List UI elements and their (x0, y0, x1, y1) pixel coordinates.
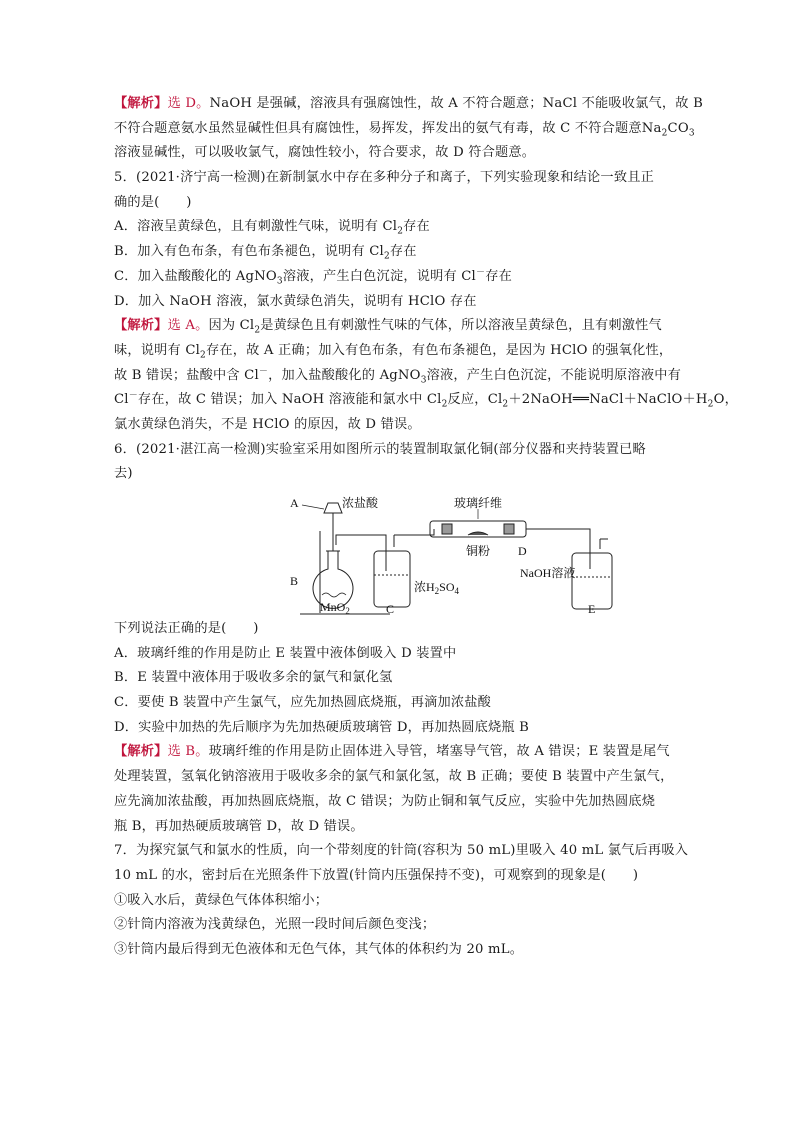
subscript: 2 (661, 128, 668, 139)
q5-analysis: 【解析】选 A。因为 $Cl_2$是黄绿色且有刺激性气味的气体，所以溶液呈黄绿色，且有刺激性气 味，说明有 $Cl_2$存在，故 A 正确；加入有色布条，有色布条褪色，是因为 HClO 的强氧化性， 故 B 错误；盐酸中含 Cl－，加入盐酸酸化的 AgNO$_3$溶液，产生白色沉淀，不能说明原溶液中有 Cl－存在，故 C 错误；加入 NaOH 溶液能和氯水中 $Cl_2$反应，$Cl_2+2NaOH══NaCl+NaClO+H_2O$， 氯水黄绿色消失，不是 HClO 的原因，故 D 错误。 (114, 318, 738, 432)
option-text: C．加入盐酸酸化的 AgNO (114, 268, 277, 284)
option-text: A．玻璃纤维的作用是防止 E 装置中液体倒吸入 D 装置中 (114, 645, 457, 661)
item-text: ①吸入水后，黄绿色气体体积缩小； (114, 892, 329, 908)
analysis-text: NaOH 是强碱，溶液具有强腐蚀性，故 A 不符合题意；NaCl 不能吸收氯气，故 B (209, 96, 703, 111)
option-d (114, 716, 682, 741)
option-b (114, 666, 682, 691)
analysis-text: 因为 Cl (208, 318, 255, 334)
analysis-text: 不符合题意氨水虽然显碱性但具有腐蚀性，易挥发，挥发出的氨气有毒，故 C 不符合题意Na (114, 120, 662, 136)
question-stem: 5．(2021·济宁高一检测)在新制氯水中存在多种分子和离子，下列实验现象和结论一致且正 (114, 170, 654, 186)
label-copper-powder: 铜粉 (466, 544, 491, 558)
analysis-text: O， (713, 392, 738, 408)
analysis-text: CO (667, 120, 689, 136)
label-glass-fiber: 玻璃纤维 (454, 496, 503, 510)
analysis-text: ，加入盐酸酸化的 AgNO (268, 367, 421, 383)
analysis-text: 应先滴加浓盐酸，再加热圆底烧瓶，故 C 错误；为防止铜和氧气反应，实验中先加热圆底烧 (114, 793, 656, 809)
analysis-tag: 【解析】 (114, 96, 168, 111)
option-text: B．加入有色布条，有色布条褪色，说明有 Cl (114, 244, 384, 260)
option-text: 存在 (389, 244, 417, 260)
label-naoh-solution: NaOH溶液 (520, 566, 576, 580)
question-prompt: 下列说法正确的是( ) (114, 621, 259, 636)
apparatus-figure (114, 491, 682, 615)
question-stem: 10 mL 的水，密封后在光照条件下放置(针筒内压强保持不变)，可观察到的现象是( ) (114, 867, 639, 883)
analysis-text: 处理装置，氢氧化钠溶液用于吸收多余的氯气和氯化氢，故 B 正确；要使 B 装置中产生氯气， (114, 769, 674, 785)
label-e: E (588, 602, 596, 615)
question-stem: 7．为探究氯气和氯水的性质，向一个带刻度的针筒(容积为 50 mL)里吸入 40 mL 氯气后再吸入 (114, 843, 689, 859)
analysis-text: 玻璃纤维的作用是防止固体进入导管，堵塞导气管，故 A 错误；E 装置是尾气 (208, 744, 670, 760)
answer-label: 选 D。 (167, 96, 210, 111)
subscript: 3 (688, 128, 695, 139)
label-conc-hcl: 浓盐酸 (342, 496, 379, 510)
analysis-text: 存在，故 A 正确；加入有色布条，有色布条褪色，是因为 HClO 的强氧化性， (205, 342, 673, 358)
analysis-tag: 【解析】 (114, 744, 168, 760)
analysis-tag: 【解析】 (114, 318, 168, 334)
q4-analysis (114, 92, 703, 166)
label-c: C (386, 602, 395, 615)
label-mno2: MnO$_2$ (320, 600, 350, 615)
option-c (114, 691, 682, 716)
analysis-text: ＋2NaOH══NaCl＋NaClO＋H (508, 392, 708, 408)
question-6 (114, 438, 682, 741)
analysis-text: Cl (114, 392, 129, 408)
option-a (114, 642, 682, 667)
question-5 (114, 166, 682, 314)
answer-label: 选 A。 (167, 318, 209, 334)
label-a: A (290, 496, 299, 510)
label-b: B (290, 574, 299, 588)
question-stem: 6．(2021·湛江高一检测)实验室采用如图所示的装置制取氯化铜(部分仪器和夹持装置已略 (114, 441, 646, 457)
option-b: B．加入有色布条，有色布条褪色，说明有 $Cl_2$存在 (114, 244, 417, 262)
analysis-text: 是黄绿色且有刺激性气味的气体，所以溶液呈黄绿色，且有刺激性气 (260, 318, 662, 334)
analysis-text: 反应，Cl (447, 392, 503, 408)
option-text: 溶液，产生白色沉淀，说明有 Cl (282, 268, 476, 284)
analysis-text: 瓶 B，再加热硬质玻璃管 D，故 D 错误。 (114, 818, 364, 834)
option-text: A．溶液呈黄绿色，且有刺激性气味，说明有 Cl (114, 219, 398, 235)
option-text: 存在 (485, 268, 512, 284)
answer-label: 选 B。 (167, 744, 209, 760)
item-text: ③针筒内最后得到无色液体和无色气体，其气体的体积约为 20 mL。 (114, 941, 524, 957)
list-item (114, 889, 682, 914)
analysis-text: 溶液，产生白色沉淀，不能说明原溶液中有 (426, 367, 681, 383)
question-stem: 确的是( ) (114, 194, 192, 210)
label-h2so4: 浓$H_2SO_4$ (414, 580, 460, 596)
option-d (114, 290, 682, 315)
option-c: C．加入盐酸酸化的 AgNO$_3$溶液，产生白色沉淀，说明有 Cl－存在 (114, 267, 512, 287)
option-text: 存在 (403, 219, 430, 235)
q6-analysis (114, 740, 682, 839)
item-text: ②针筒内溶液为浅黄绿色，光照一段时间后颜色变浅； (114, 917, 436, 933)
analysis-text: 味，说明有 Cl (114, 342, 201, 358)
option-a: A．溶液呈黄绿色，且有刺激性气味，说明有 $Cl_2$存在 (114, 219, 430, 238)
document-page (114, 92, 738, 963)
analysis-text: 存在，故 C 错误；加入 NaOH 溶液能和氯水中 Cl (137, 392, 442, 408)
list-item (114, 938, 682, 963)
option-text: C．要使 B 装置中产生氯气，应先加热圆底烧瓶，再滴加浓盐酸 (114, 695, 492, 711)
option-text: B．E 装置中液体用于吸收多余的氯气和氯化氢 (114, 670, 393, 686)
label-d: D (518, 544, 527, 558)
question-7 (114, 839, 689, 962)
analysis-text: 故 B 错误；盐酸中含 Cl (114, 367, 259, 383)
apparatus-diagram (290, 491, 620, 615)
analysis-text: 溶液显碱性，可以吸收氯气，腐蚀性较小，符合要求，故 D 符合题意。 (114, 145, 536, 161)
list-item (114, 913, 682, 938)
question-stem: 去) (114, 466, 133, 482)
option-text: D．加入 NaOH 溶液，氯水黄绿色消失，说明有 HClO 存在 (114, 293, 477, 309)
option-text: D．实验中加热的先后顺序为先加热硬质玻璃管 D，再加热圆底烧瓶 B (114, 719, 530, 735)
analysis-text: 氯水黄绿色消失，不是 HClO 的原因，故 D 错误。 (114, 416, 421, 432)
